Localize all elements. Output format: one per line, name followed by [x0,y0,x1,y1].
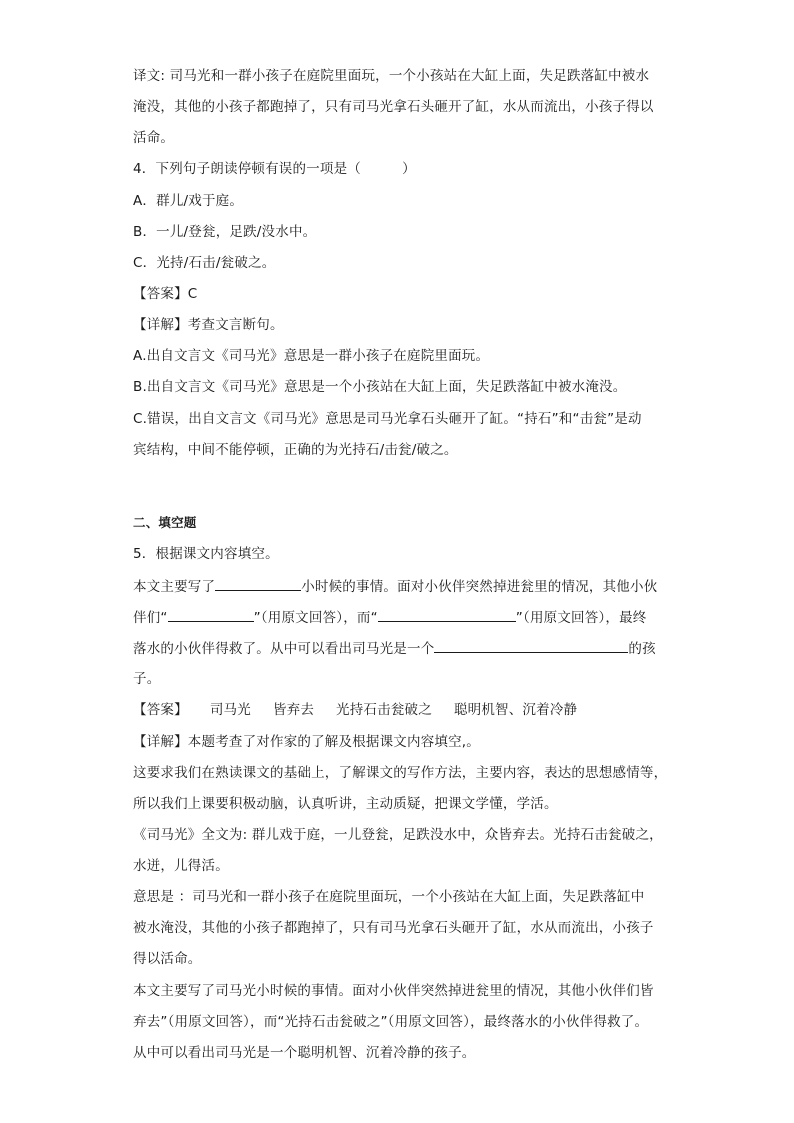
q4-detail: 【详解】考查文言断句。 [133,317,284,333]
q4-explanation-a: A.出自文言文《司马光》意思是一群小孩子在庭院里面玩。 [133,348,490,364]
q4-option-a: A．群儿/戏于庭。 [133,193,244,209]
blank-field[interactable] [168,607,254,622]
q4-explanation-c-2: 宾结构，中间不能停顿，正确的为光持石/击瓮/破之。 [133,442,458,458]
q4-explanation-c-1: C.错误，出自文言文《司马光》意思是司马光拿石头砸开了缸。“持石”和“击瓮”是动 [133,411,642,427]
q5-paragraph-1-line-2: 所以我们上课要积极动脑，认真听讲，主动质疑，把课文学懂，学活。 [133,796,558,812]
q4-option-b: B．一儿/登瓮，足跌/没水中。 [133,224,317,240]
q5-text: 的孩 [628,641,656,657]
q4-option-c: C．光持/石击/瓮破之。 [133,255,276,271]
answer-label: 【答案】 [133,702,188,718]
blank-field[interactable] [434,638,628,653]
q5-paragraph-3-line-3: 得以活命。 [133,951,202,967]
q5-text: 小时候的事情。面对小伙伴突然掉进瓮里的情况，其他小伙 [301,579,658,595]
q5-text: 本文主要写了 [133,579,216,595]
q5-paragraph-1-line-1: 这要求我们在熟读课文的基础上，了解课文的写作方法，主要内容，表达的思想感情等， [133,765,668,781]
q5-paragraph-2-line-1: 《司马光》全文为: 群儿戏于庭，一儿登瓮，足跌没水中，众皆弃去。光持石击瓮破之， [133,827,663,843]
q5-text: 伴们“ [133,610,168,626]
translation-line-2: 淹没，其他的小孩子都跑掉了，只有司马光拿石头砸开了缸，水从而流出，小孩子得以 [133,99,654,115]
q5-paragraph-4-line-3: 从中可以看出司马光是一个聪明机智、沉着冷静的孩子。 [133,1045,476,1061]
q5-paragraph-3-line-1: 意思是 ：司马光和一群小孩子在庭院里面玩，一个小孩站在大缸上面，失足跌落缸中 [133,889,645,905]
answer-item: 光持石击瓮破之 [336,702,432,718]
translation-line-1: 译文: 司马光和一群小孩子在庭院里面玩，一个小孩站在大缸上面，失足跌落缸中被水 [133,68,650,84]
q5-detail: 【详解】本题考查了对作家的了解及根据课文内容填空,。 [133,734,480,750]
q5-paragraph-4-line-2: 弃去”（用原文回答），而“光持石击瓮破之”（用原文回答），最终落水的小伙伴得救了。 [133,1014,649,1030]
q5-fill-line-2 [133,607,647,628]
q5-fill-line-4: 子。 [133,671,161,687]
q5-paragraph-3-line-2: 被水淹没，其他的小孩子都跑掉了，只有司马光拿石头砸开了缸，水从而流出，小孩子 [133,920,654,936]
q5-paragraph-4-line-1: 本文主要写了司马光小时候的事情。面对小伙伴突然掉进瓮里的情况，其他小伙伴们皆 [133,983,654,999]
q4-explanation-b: B.出自文言文《司马光》意思是一个小孩站在大缸上面，失足跌落缸中被水淹没。 [133,379,627,395]
answer-item: 皆弃去 [272,702,315,718]
q5-fill-line-3 [133,638,656,659]
q5-text: 落水的小伙伴得救了。从中可以看出司马光是一个 [133,641,435,657]
q5-stem: 5．根据课文内容填空。 [133,546,279,562]
answer-item: 司马光 [209,702,251,718]
translation-line-3: 活命。 [133,130,175,146]
q4-answer: 【答案】C [133,286,198,302]
q5-fill-line-1 [133,576,657,597]
blank-field[interactable] [215,576,301,591]
q5-text: ”（用原文回答），而“ [253,610,378,626]
blank-field[interactable] [378,607,516,622]
q5-paragraph-2-line-2: 水迸，儿得活。 [133,858,229,874]
answer-item: 聪明机智、沉着冷静 [453,702,578,718]
q4-stem: 4．下列句子朗读停顿有误的一项是（ ） [133,161,416,177]
section-title: 二、填空题 [133,515,197,530]
q5-text: ”（用原文回答），最终 [515,610,647,626]
q5-answer-line [133,700,577,720]
